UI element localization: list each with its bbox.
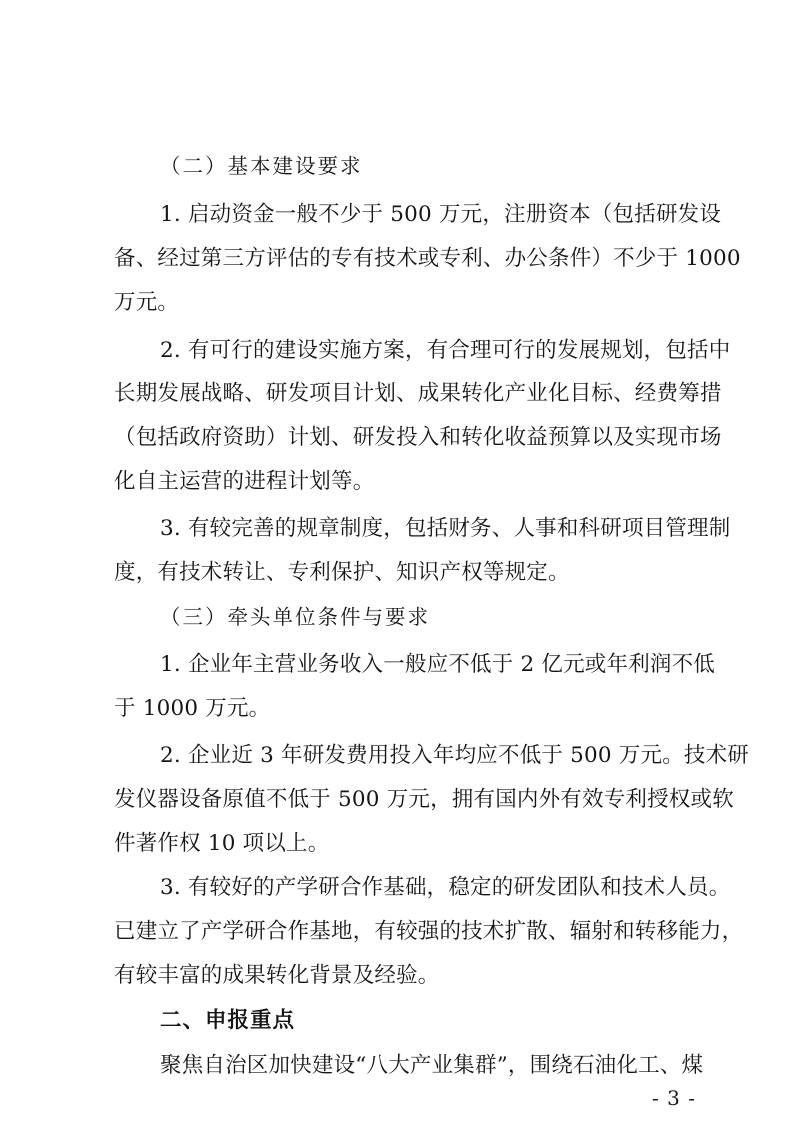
paragraph-line: 于 1000 万元。 — [114, 696, 271, 721]
paragraph-line: 件著作权 10 项以上。 — [114, 831, 330, 856]
paragraph-line: 万元。 — [114, 290, 180, 315]
paragraph-line: 发仪器设备原值不低于 500 万元，拥有国内外有效专利授权或软 — [114, 787, 734, 812]
section-heading-lead-unit: （三）牵头单位条件与要求 — [160, 605, 430, 629]
paragraph-line: 度，有技术转让、专利保护、知识产权等规定。 — [114, 560, 570, 585]
paragraph-line: 有较丰富的成果转化背景及经验。 — [114, 963, 440, 988]
paragraph-line: 3. 有较好的产学研合作基础，稳定的研发团队和技术人员。 — [160, 875, 731, 900]
paragraph-line: 1. 企业年主营业务收入一般应不低于 2 亿元或年利润不低 — [160, 652, 715, 677]
section-heading-application-focus: 二、申报重点 — [160, 1008, 296, 1033]
paragraph-line: 2. 有可行的建设实施方案，有合理可行的发展规划，包括中 — [160, 338, 731, 363]
paragraph-line: 聚焦自治区加快建设“八大产业集群”，围绕石油化工、煤 — [160, 1053, 704, 1078]
paragraph-line: （包括政府资助）计划、研发投入和转化收益预算以及实现市场 — [114, 425, 722, 450]
section-heading-basic-requirements: （二）基本建设要求 — [160, 154, 363, 178]
paragraph-line: 长期发展战略、研发项目计划、成果转化产业化目标、经费筹措 — [114, 381, 722, 406]
page-number: - 3 - — [652, 1086, 696, 1110]
paragraph-line: 已建立了产学研合作基地，有较强的技术扩散、辐射和转移能力， — [114, 919, 744, 944]
paragraph-line: 3. 有较完善的规章制度，包括财务、人事和科研项目管理制 — [160, 516, 731, 541]
paragraph-line: 化自主运营的进程计划等。 — [114, 469, 375, 494]
paragraph-line: 备、经过第三方评估的专有技术或专利、办公条件）不少于 1000 — [114, 246, 741, 271]
paragraph-line: 1. 启动资金一般不少于 500 万元，注册资本（包括研发设 — [160, 202, 722, 227]
paragraph-line: 2. 企业近 3 年研发费用投入年均应不低于 500 万元。技术研 — [160, 743, 750, 768]
